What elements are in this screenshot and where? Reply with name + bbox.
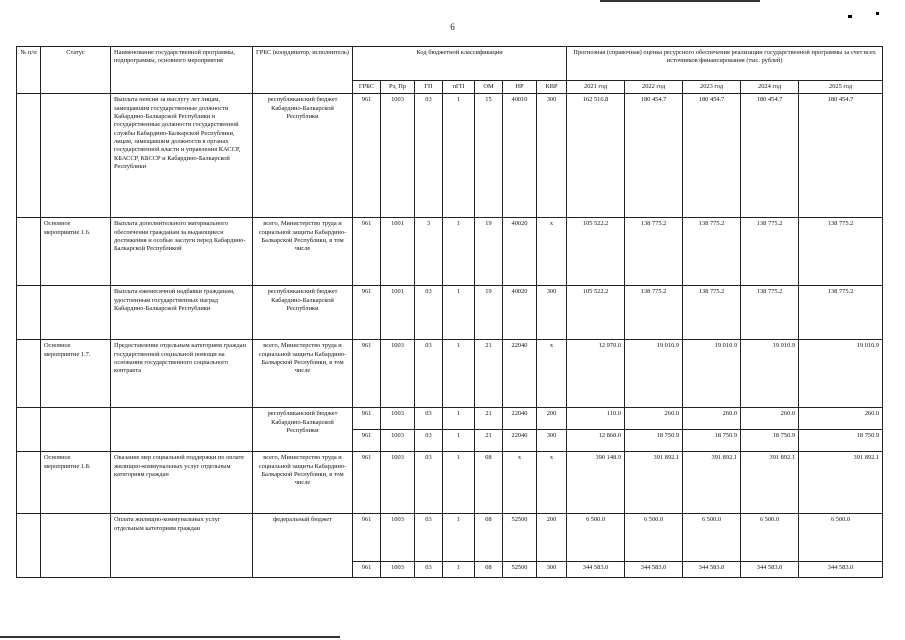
- cell-code: 300: [537, 562, 567, 578]
- cell-code: 961: [353, 408, 381, 430]
- cell-value: 162 516.8: [567, 94, 625, 218]
- cell-code: 1: [443, 286, 475, 340]
- scan-artifact-bottom: [0, 636, 340, 638]
- cell-value: 344 583.0: [741, 562, 799, 578]
- cell-status: [41, 408, 111, 452]
- cell-value: 19 010.9: [683, 340, 741, 408]
- cell-code: 19: [475, 286, 503, 340]
- cell-value: 138 775.2: [625, 218, 683, 286]
- cell-value: 390 148.9: [567, 452, 625, 514]
- cell-grbs: всего, Министерство труда и социальной защиты Кабардино-Балкарской Республики, в том числе: [253, 340, 353, 408]
- col-num: № п/п: [17, 47, 41, 94]
- cell-name: Оказание мер социальной поддержки по оплате жилищно-коммунальных услуг отдельным категориям граждан: [111, 452, 253, 514]
- col-2025: 2025 год: [799, 81, 883, 94]
- cell-code: 22040: [503, 408, 537, 430]
- col-name: Наименование государственной программы, подпрограммы, основного мероприятия: [111, 47, 253, 94]
- cell-value: 180 454.7: [741, 94, 799, 218]
- cell-value: 6 500.0: [799, 514, 883, 562]
- cell-grbs: республиканский бюджет Кабардино-Балкарской Республики: [253, 94, 353, 218]
- cell-grbs: республиканский бюджет Кабардино-Балкарской Республики: [253, 286, 353, 340]
- cell-grbs: республиканский бюджет Кабардино-Балкарской Республики: [253, 408, 353, 452]
- table-row: [17, 94, 883, 218]
- cell-name: Выплата дополнительного материального обеспечения гражданам за выдающиеся достижения и особые заслуги перед Кабардино-Балкарской Республикой: [111, 218, 253, 286]
- cell-code: 961: [353, 562, 381, 578]
- cell-code: 1003: [381, 94, 415, 218]
- cell-code: 300: [537, 430, 567, 452]
- col-kvr: КВР: [537, 81, 567, 94]
- cell-value: 18 750.9: [683, 430, 741, 452]
- cell-name: Оплата жилищно-коммунальных услуг отдельным категориям граждан: [111, 514, 253, 578]
- cell-code: х: [537, 452, 567, 514]
- cell-code: 1003: [381, 562, 415, 578]
- cell-code: 21: [475, 430, 503, 452]
- cell-value: 391 892.1: [625, 452, 683, 514]
- cell-value: 12 860.0: [567, 430, 625, 452]
- cell-name: Предоставление отдельным категориям граждан государственной социальной помощи на основании государственного социального контракта: [111, 340, 253, 408]
- cell-value: 344 583.0: [683, 562, 741, 578]
- cell-status: Основное мероприятие 1.8.: [41, 452, 111, 514]
- scan-speck: [876, 12, 879, 15]
- cell-code: 03: [415, 514, 443, 562]
- cell-code: 52500: [503, 562, 537, 578]
- cell-status: Основное мероприятие 1.7.: [41, 340, 111, 408]
- cell-value: 6 500.0: [625, 514, 683, 562]
- cell-value: 18 750.9: [741, 430, 799, 452]
- cell-code: 03: [415, 562, 443, 578]
- cell-value: 260.0: [741, 408, 799, 430]
- cell-value: 180 454.7: [683, 94, 741, 218]
- cell-code: 40010: [503, 94, 537, 218]
- cell-code: х: [537, 340, 567, 408]
- cell-code: 1003: [381, 514, 415, 562]
- cell-grbs: всего, Министерство труда и социальной защиты Кабардино-Балкарской Республики, в том числе: [253, 218, 353, 286]
- cell-code: 1001: [381, 286, 415, 340]
- cell-code: 1: [443, 218, 475, 286]
- col-rz-pr: Рз, Пр: [381, 81, 415, 94]
- col-pgp: пГП: [443, 81, 475, 94]
- cell-value: 6 500.0: [741, 514, 799, 562]
- cell-name: [111, 408, 253, 452]
- budget-table: [16, 46, 883, 578]
- cell-code: 1003: [381, 452, 415, 514]
- cell-code: 1: [443, 430, 475, 452]
- col-2021: 2021 год: [567, 81, 625, 94]
- cell-value: 138 775.2: [741, 218, 799, 286]
- cell-code: 40020: [503, 286, 537, 340]
- cell-code: 03: [415, 94, 443, 218]
- cell-code: 08: [475, 514, 503, 562]
- cell-value: 110.0: [567, 408, 625, 430]
- cell-value: 391 892.1: [741, 452, 799, 514]
- cell-code: 961: [353, 430, 381, 452]
- cell-value: 260.0: [799, 408, 883, 430]
- cell-code: 961: [353, 340, 381, 408]
- cell-code: 22040: [503, 340, 537, 408]
- table-row: [17, 286, 883, 340]
- cell-value: 344 583.0: [567, 562, 625, 578]
- cell-code: 1: [443, 408, 475, 430]
- table-row: [17, 218, 883, 286]
- col-nr: НР: [503, 81, 537, 94]
- cell-value: 138 775.2: [799, 218, 883, 286]
- cell-code: 1001: [381, 218, 415, 286]
- cell-code: 21: [475, 408, 503, 430]
- cell-code: 22040: [503, 430, 537, 452]
- cell-code: 300: [537, 94, 567, 218]
- cell-num: [17, 94, 41, 218]
- cell-code: 300: [537, 286, 567, 340]
- cell-code: 03: [415, 340, 443, 408]
- col-budget-code: Код бюджетной классификации: [353, 47, 567, 81]
- cell-value: 391 892.1: [799, 452, 883, 514]
- cell-code: 19: [475, 218, 503, 286]
- cell-code: 961: [353, 286, 381, 340]
- cell-code: 1: [443, 452, 475, 514]
- cell-code: 15: [475, 94, 503, 218]
- cell-code: 200: [537, 408, 567, 430]
- cell-code: 961: [353, 514, 381, 562]
- cell-value: 138 775.2: [683, 286, 741, 340]
- cell-num: [17, 408, 41, 452]
- cell-value: 180 454.7: [625, 94, 683, 218]
- table-row: [17, 452, 883, 514]
- col-status: Статус: [41, 47, 111, 94]
- col-2022: 2022 год: [625, 81, 683, 94]
- col-grbs-coordinator: ГРБС (координатор, исполнитель): [253, 47, 353, 94]
- cell-value: 105 522.2: [567, 218, 625, 286]
- cell-grbs: федеральный бюджет: [253, 514, 353, 578]
- cell-value: 19 010.9: [625, 340, 683, 408]
- col-2024: 2024 год: [741, 81, 799, 94]
- cell-code: х: [503, 452, 537, 514]
- cell-code: 52500: [503, 514, 537, 562]
- cell-code: 961: [353, 94, 381, 218]
- cell-value: 260.0: [625, 408, 683, 430]
- cell-code: 08: [475, 562, 503, 578]
- cell-code: 03: [415, 286, 443, 340]
- col-forecast: Прогнозная (справочная) оценка ресурсного обеспечения реализации государственной программы за счет всех источников финансирования (тыс. рублей): [567, 47, 883, 81]
- cell-status: [41, 514, 111, 578]
- cell-value: 6 500.0: [683, 514, 741, 562]
- cell-value: 18 750.9: [625, 430, 683, 452]
- cell-code: 08: [475, 452, 503, 514]
- cell-code: 03: [415, 452, 443, 514]
- cell-value: 138 775.2: [799, 286, 883, 340]
- cell-code: 961: [353, 452, 381, 514]
- cell-code: 1: [443, 514, 475, 562]
- table-row: [17, 408, 883, 430]
- cell-code: 1: [443, 94, 475, 218]
- cell-code: 1003: [381, 340, 415, 408]
- cell-num: [17, 286, 41, 340]
- col-grbs: ГРБС: [353, 81, 381, 94]
- cell-name: Выплата ежемесячной надбавки гражданам, удостоенным государственных наград Кабардино-Балкарской Республики: [111, 286, 253, 340]
- cell-value: 138 775.2: [741, 286, 799, 340]
- cell-num: [17, 218, 41, 286]
- cell-code: 3: [415, 218, 443, 286]
- cell-value: 391 892.1: [683, 452, 741, 514]
- cell-value: 19 010.9: [799, 340, 883, 408]
- cell-grbs: всего, Министерство труда и социальной защиты Кабардино-Балкарской Республики, в том числе: [253, 452, 353, 514]
- cell-name: Выплата пенсии за выслугу лет лицам, замещавшим государственные должности Кабардино-Балкарской Республики и государственные должности государственной службы Кабардино-Балкарской Республики, лицам, замещавшим должности в органах государственной власти и управления КАССР, КБАССР, КБССР и Кабардино-Балкарской Республики: [111, 94, 253, 218]
- cell-num: [17, 340, 41, 408]
- cell-value: 105 522.2: [567, 286, 625, 340]
- cell-code: 1003: [381, 430, 415, 452]
- cell-value: 344 583.0: [625, 562, 683, 578]
- cell-code: 1: [443, 340, 475, 408]
- cell-value: 344 583.0: [799, 562, 883, 578]
- cell-value: 18 750.9: [799, 430, 883, 452]
- cell-value: 6 500.0: [567, 514, 625, 562]
- cell-status: [41, 94, 111, 218]
- scan-artifact-top: [600, 0, 760, 2]
- cell-value: 138 775.2: [625, 286, 683, 340]
- cell-code: 03: [415, 408, 443, 430]
- col-gp: ГП: [415, 81, 443, 94]
- cell-num: [17, 514, 41, 578]
- cell-value: 19 010.9: [741, 340, 799, 408]
- cell-status: Основное мероприятие 1.6.: [41, 218, 111, 286]
- cell-code: 1: [443, 562, 475, 578]
- page-number: 6: [450, 22, 455, 32]
- cell-code: 961: [353, 218, 381, 286]
- cell-code: 40020: [503, 218, 537, 286]
- cell-code: 21: [475, 340, 503, 408]
- cell-code: х: [537, 218, 567, 286]
- cell-status: [41, 286, 111, 340]
- cell-code: 200: [537, 514, 567, 562]
- cell-value: 138 775.2: [683, 218, 741, 286]
- cell-value: 180 454.7: [799, 94, 883, 218]
- cell-value: 12 970.0: [567, 340, 625, 408]
- cell-code: 1003: [381, 408, 415, 430]
- cell-num: [17, 452, 41, 514]
- cell-code: 03: [415, 430, 443, 452]
- col-om: ОМ: [475, 81, 503, 94]
- table-row: [17, 514, 883, 562]
- table-row: [17, 340, 883, 408]
- col-2023: 2023 год: [683, 81, 741, 94]
- cell-value: 260.0: [683, 408, 741, 430]
- scan-speck: [848, 15, 852, 18]
